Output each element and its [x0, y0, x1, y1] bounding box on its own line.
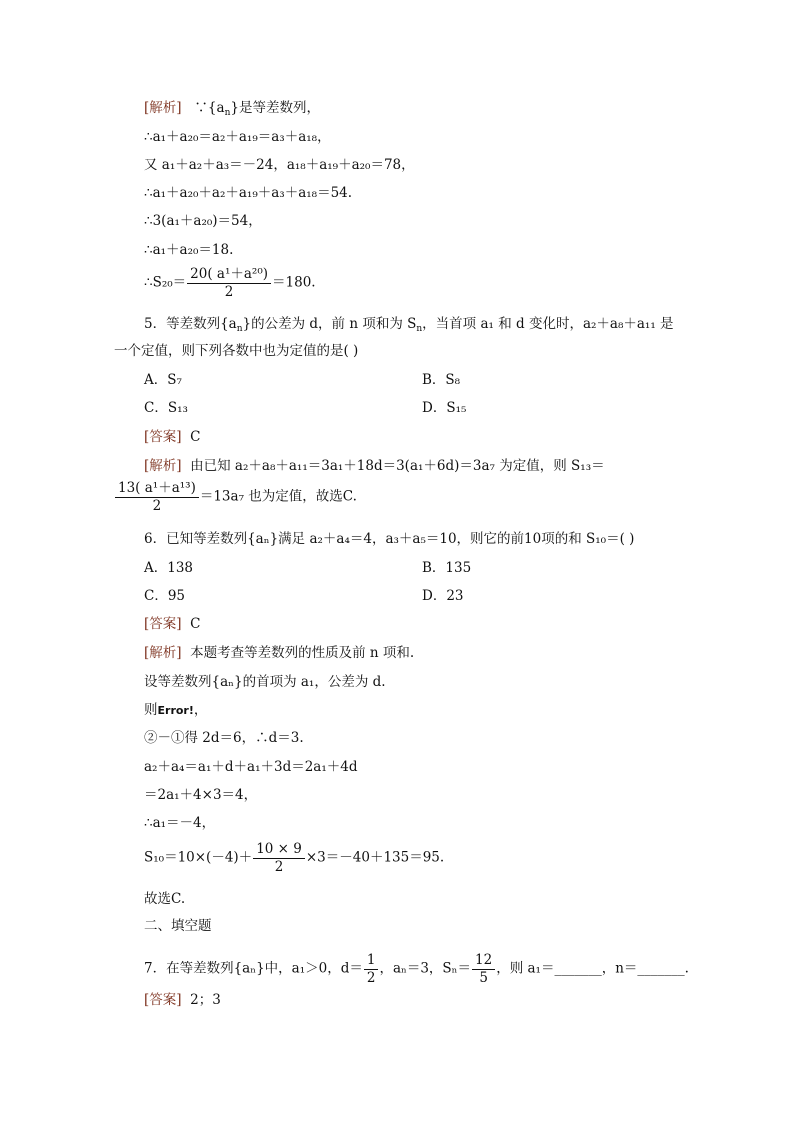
analysis-label: [解析]	[144, 100, 182, 116]
sol4-line5: ∴3(a₁＋a₂₀)＝54，	[144, 213, 262, 229]
q5-analysis-line2: $\frac{\text{13( a¹＋a¹³)}}{2}$ ＝13a₇ 也为定值，故选C.	[114, 480, 357, 514]
q5-analysis-line1: [解析] 由已知 a₂＋a₈＋a₁₁＝3a₁＋18d＝3(a₁＋6d)＝3a₇ 为定值，则 S₁₃＝	[144, 458, 605, 474]
q6-analysis-line4: ②－①得 2d＝6，∴d＝3.	[144, 730, 304, 746]
analysis-label: [解析]	[144, 458, 182, 474]
q6-analysis-line9: 故选C.	[144, 891, 186, 907]
sol4-line3: 又 a₁＋a₂＋a₃＝－24，a₁₈＋a₁₉＋a₂₀＝78，	[144, 157, 415, 173]
fraction: $\frac{10 \times 9}{2}$	[253, 841, 305, 875]
analysis-label: [解析]	[144, 645, 182, 661]
answer-label: [答案]	[144, 429, 182, 445]
q6-analysis-line3: 则Error!，	[144, 702, 208, 718]
q6-answer: [答案] C	[144, 616, 201, 632]
q7-stem: 7．在等差数列{aₙ}中，a₁＞0，d＝ $\frac{1}{2}$ ，aₙ＝3，Sₙ＝ $\frac{12}{5}$ ，则 a₁＝_______，n＝_______.	[144, 952, 689, 986]
q5-stem-line1: 5．等差数列$\{a_n\}$的公差为 d，前 n 项和为 $S_n$，当首项 a₁ 和 d 变化时，a₂＋a₈＋a₁₁ 是	[144, 316, 674, 334]
section-heading: 二、填空题	[144, 918, 212, 934]
sol4-line6: ∴a₁＋a₂₀＝18.	[144, 242, 234, 258]
q6-analysis-line8: S₁₀＝10×(－4)＋ $\frac{10 \times 9}{2}$ ×3＝－40＋135＝95.	[144, 841, 445, 875]
q5-stem-line2: 一个定值，则下列各数中也为定值的是( )	[114, 343, 359, 359]
q6-analysis-line1: [解析] 本题考查等差数列的性质及前 n 项和.	[144, 645, 415, 661]
q5-answer: [答案] C	[144, 429, 201, 445]
sol4-line4: ∴a₁＋a₂₀＋a₂＋a₁₉＋a₃＋a₁₈＝54.	[144, 185, 353, 201]
q7-answer: [答案] 2；3	[144, 992, 221, 1008]
q6-option-a: A．138	[144, 560, 194, 576]
q6-option-b: B．135	[422, 560, 472, 576]
fraction: $\frac{1}{2}$	[364, 952, 379, 986]
q6-analysis-line2: 设等差数列{aₙ}的首项为 a₁，公差为 d.	[144, 674, 386, 690]
sol4-line2: ∴a₁＋a₂₀＝a₂＋a₁₉＝a₃＋a₁₈，	[144, 129, 331, 145]
q6-analysis-line5: a₂＋a₄＝a₁＋d＋a₁＋3d＝2a₁＋4d	[144, 759, 358, 775]
q6-analysis-line7: ∴a₁＝－4，	[144, 815, 216, 831]
fraction: $\frac{\text{13( a¹＋a¹³)}}{2}$	[115, 480, 199, 514]
answer-label: [答案]	[144, 992, 182, 1008]
q6-analysis-line6: ＝2a₁＋4×3＝4，	[144, 787, 258, 803]
answer-label: [答案]	[144, 616, 182, 632]
q6-option-d: D．23	[422, 588, 464, 604]
q6-stem: 6．已知等差数列{aₙ}满足 a₂＋a₄＝4，a₃＋a₅＝10，则它的前10项的和 S₁₀＝( )	[144, 531, 635, 547]
sol4-line7: ∴S₂₀＝ $\frac{\text{20( a¹＋a²⁰)}}{2}$ ＝180.	[144, 266, 316, 300]
fraction: $\frac{\text{20( a¹＋a²⁰)}}{2}$	[187, 266, 271, 300]
sol4-line1: [解析] $\because\{a_n\}$是等差数列，	[144, 100, 320, 118]
q5-option-c: C．S₁₃	[144, 400, 188, 416]
q5-option-b: B．S₈	[422, 372, 461, 388]
fraction: $\frac{12}{5}$	[472, 952, 495, 986]
q5-option-d: D．S₁₅	[422, 400, 467, 416]
error-text: Error!	[157, 704, 194, 717]
q5-option-a: A．S₇	[144, 372, 182, 388]
q6-option-c: C．95	[144, 588, 186, 604]
